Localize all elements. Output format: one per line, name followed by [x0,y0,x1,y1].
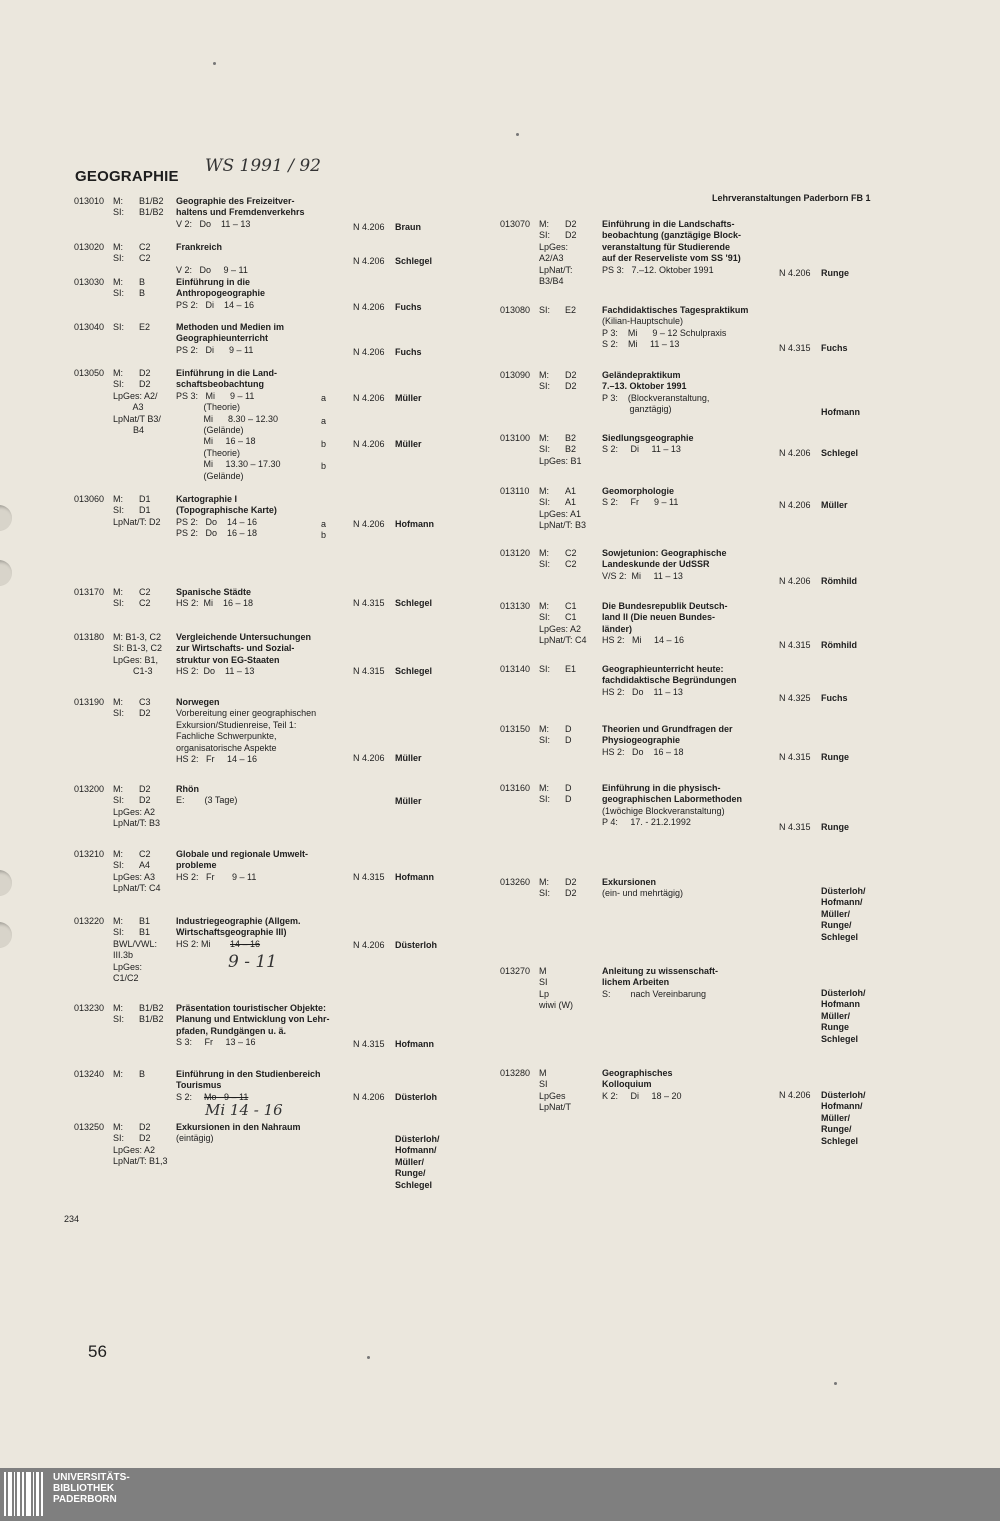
course-lect: Fuchs [395,302,422,312]
course-group: C3 D2 [139,697,151,719]
course-title: Einführung in die Land- schaftsbeobachtung [176,368,277,390]
course-title: Exkursionen [602,877,657,887]
course-group: D2 D2 [139,368,151,390]
course-label: M: SI: [113,196,125,218]
course-room: N 4.206 [353,302,385,312]
course-group: E2 [565,305,577,315]
course-detail: PS 3: 7.–12. Oktober 1991 [602,264,714,275]
punch-hole [0,560,12,586]
course-lect: Fuchs [395,347,422,357]
course-mark: a b [321,519,327,541]
course-detail: (Kilian-Hauptschule) P 3: Mi 9 – 12 Schulpraxis S 2: Mi 11 – 13 [602,316,727,350]
course-title: Kartographie I (Topographische Karte) [176,494,277,516]
course-detail: V 2: Do 11 – 13 [176,218,251,229]
course-lect: Schlegel [821,448,859,458]
course-room: N 4.315 [353,1039,385,1049]
course-room: N 4.206 N 4.206 [353,393,385,449]
course-group: B B [139,277,146,299]
course-lect: Müller Müller [395,393,422,449]
course-num: 013040 [74,322,105,332]
course-title: Geomorphologie [602,486,674,496]
course-num: 013110 [500,486,530,496]
course-title: Fachdidaktisches Tagespraktikum [602,305,749,315]
course-title: Vergleichende Untersuchungen zur Wirtschafts- und Sozial- struktur von EG-Staaten [176,632,312,665]
punch-hole [0,505,12,531]
page-title: GEOGRAPHIE [75,168,179,185]
page-number-small: 234 [64,1214,80,1224]
course-num: 013030 [74,277,105,287]
course-num: 013120 [500,548,531,558]
course-num: 013150 [500,724,531,734]
course-num: 013190 [74,697,105,707]
course-group: C2 C2 [565,548,577,570]
course-lect: Düsterloh/ Hofmann/ Müller/ Runge/ Schlegel [821,1090,866,1146]
course-group: C2 C2 [139,242,151,264]
course-lect: Hofmann [395,872,434,882]
course-num: 013010 [74,196,105,206]
course-room: N 4.206 [353,256,385,266]
course-room: N 4.315 [779,640,811,650]
course-num: 013260 [500,877,531,887]
course-lect: Römhild [821,576,857,586]
course-title: Einführung in die Anthropogeographie [176,277,265,299]
course-detail: HS 2: Mi [176,938,211,949]
course-lect: Hofmann [821,407,860,417]
course-label: M: SI: [539,877,551,899]
course-title: Einführung in die Landschafts- beobachtung (ganztägige Block- veranstaltung für Studierende auf der Reserveliste vom SS '91) [602,219,742,264]
course-lect: Runge [821,822,849,832]
course-group: D2 D2 [139,784,151,806]
course-num: 013160 [500,783,531,793]
course-title: Siedlungsgeographie [602,433,694,443]
logo-line: BIBLIOTHEK [53,1483,115,1494]
course-num: 013280 [500,1068,531,1078]
course-detail: HS 2: Mi 16 – 18 [176,598,254,609]
course-label: M: SI: BWL/VWL: III.3b LpGes: C1/C2 [113,916,158,984]
course-group: D D [565,724,572,746]
course-group: D D [565,783,572,805]
course-room: N 4.206 [353,222,385,232]
course-lect: Fuchs [821,693,848,703]
course-lect: Müller [821,500,848,510]
course-num: 013230 [74,1003,105,1013]
course-group: C1 C1 [565,601,577,623]
course-detail: S 2: Di 11 – 13 [602,444,681,455]
course-lect: Düsterloh [395,1092,438,1102]
struck-time: 14 – 16 [230,939,261,949]
course-group: D2 D2 [565,370,577,392]
course-label: M: [113,1069,123,1079]
course-lect: Schlegel [395,256,433,266]
course-title: Exkursionen in den Nahraum [176,1122,301,1132]
course-label: M: SI: [539,370,551,392]
course-lect: Schlegel [395,598,433,608]
course-lect: Düsterloh/ Hofmann/ Müller/ Runge/ Schlegel [821,886,866,942]
course-room: N 4.315 [353,872,385,882]
course-title: Einführung in den Studienbereich Tourismus [176,1069,321,1091]
course-detail: PS 2: Di 9 – 11 [176,344,254,355]
course-detail: (eintägig) [176,1133,214,1144]
course-group: B1/B2 B1/B2 [139,1003,164,1025]
course-num: 013210 [74,849,105,859]
course-label: SI: [539,664,551,674]
course-lect: Müller [395,796,422,806]
course-num: 013180 [74,632,105,642]
course-detail: (1wöchige Blockveranstaltung) P 4: 17. - 21.2.1992 [602,805,725,828]
course-title: Globale und regionale Umwelt- probleme [176,849,309,871]
course-label: M: SI: [113,697,125,719]
course-num: 013250 [74,1122,105,1132]
course-detail: PS 2: Do 14 – 16 PS 2: Do 16 – 18 [176,516,258,539]
library-footer [0,1468,1000,1521]
course-detail: S 3: Fr 13 – 16 [176,1037,256,1048]
course-title: Norwegen [176,697,220,707]
course-label: M: SI: LpNat/T: D2 [113,494,161,527]
course-num: 013070 [500,219,531,229]
course-lect: Düsterloh/ Hofmann/ Müller/ Runge/ Schlegel [395,1134,440,1190]
course-room: N 4.315 [779,343,811,353]
course-title: Sowjetunion: Geographische Landeskunde der UdSSR [602,548,727,570]
course-label: M: SI: [113,1003,125,1025]
course-room: N 4.315 [353,598,385,608]
speck [367,1356,370,1359]
course-title: Einführung in die physisch- geographischen Labormethoden [602,783,743,805]
handwritten-time: Mi 14 - 16 [205,1101,283,1119]
course-room: N 4.206 [353,940,385,950]
speck [213,62,216,65]
course-title: Geographieunterricht heute: fachdidaktische Begründungen [602,664,737,686]
course-label: M: SI: LpGes: B1 [539,433,582,466]
course-room: N 4.315 [353,666,385,676]
course-room: N 4.206 [779,1090,811,1100]
course-group: D2 D2 [565,219,577,241]
logo-line: PADERBORN [53,1494,117,1505]
course-room: N 4.206 [353,519,385,529]
course-detail: Vorbereitung einer geographischen Exkursion/Studienreise, Teil 1: Fachliche Schwerpunkte, organisatorische Aspekte HS 2: Fr 14 – 16 [176,708,317,765]
course-room: N 4.315 [779,752,811,762]
course-detail: P 3: (Blockveranstaltung, ganztägig) [602,392,710,415]
course-label: SI: [539,305,551,315]
course-detail: S 2: Fr 9 – 11 [602,497,679,508]
course-lect: Hofmann [395,519,434,529]
course-detail: HS 2: Do 16 – 18 [602,746,684,757]
course-label: M SI Lp wiwi (W) [539,966,573,1011]
course-label: M: SI: [113,242,125,264]
course-num: 013140 [500,664,531,674]
course-label: M: SI: LpGes: A2/ A3 LpNat/T B3/ B4 [113,368,161,436]
handwritten-term: WS 1991 / 92 [205,156,321,176]
course-group: B2 B2 [565,433,577,455]
course-group: D2 D2 [139,1122,151,1144]
course-detail: S: nach Vereinbarung [602,988,707,999]
course-title: Frankreich [176,242,223,252]
course-num: 013090 [500,370,531,380]
course-detail: PS 2: Di 14 – 16 [176,299,255,310]
course-label: M: SI: [539,724,551,746]
course-title: Anleitung zu wissenschaft- lichem Arbeiten [602,966,719,988]
course-num: 013060 [74,494,105,504]
punch-hole [0,870,12,896]
course-num: 013220 [74,916,105,926]
course-room: N 4.325 [779,693,811,703]
course-detail: HS 2: Mi 14 – 16 [602,635,685,646]
course-title: Rhön [176,784,199,794]
course-detail: V 2: Do 9 – 11 [176,264,248,275]
course-lect: Braun [395,222,422,232]
course-lect: Runge [821,752,849,762]
handwritten-time: 9 - 11 [228,952,277,972]
course-group: B1/B2 B1/B2 [139,196,164,218]
course-title: Spanische Städte [176,587,252,597]
course-room: N 4.206 [779,500,811,510]
course-group: A1 A1 [565,486,577,508]
course-group: B [139,1069,146,1079]
course-title: Geländepraktikum 7.–13. Oktober 1991 [602,370,687,392]
course-label: M: SI: LpGes: A2 LpNat/T: B3 [113,784,161,829]
course-detail: HS 2: Do 11 – 13 [176,666,255,677]
course-label: M: SI: LpGes: A1 LpNat/T: B3 [539,486,587,531]
speck [834,1382,837,1385]
course-group: E2 [139,322,151,332]
speck [516,133,519,136]
course-num: 013200 [74,784,105,794]
course-lect: Hofmann [395,1039,434,1049]
library-logo [53,1472,130,1505]
course-title: Industriegeographie (Allgem. Wirtschaftsgeographie III) [176,916,301,938]
course-label: M SI LpGes LpNat/T [539,1068,572,1113]
course-detail: E: (3 Tage) [176,795,238,806]
course-label: M: SI: [539,548,551,570]
course-room: N 4.206 [353,753,385,763]
course-detail: HS 2: Fr 9 – 11 [176,871,257,882]
course-title: Geographie des Freizeitver- haltens und Fremdenverkehrs [176,196,305,218]
course-room: N 4.206 [779,268,811,278]
course-num: 013050 [74,368,105,378]
course-num: 013100 [500,433,531,443]
struck-time: Mo 9 – 11 [204,1092,249,1102]
course-label: M: SI: LpGes: A2 LpNat/T: C4 [539,601,587,646]
course-room: N 4.206 [779,576,811,586]
course-lect: Fuchs [821,343,848,353]
logo-line: UNIVERSITÄTS- [53,1472,130,1483]
course-num: 013080 [500,305,531,315]
course-label: M: SI: LpGes: A3 LpNat/T: C4 [113,849,161,894]
course-detail: HS 2: Do 11 – 13 [602,686,683,697]
course-detail: PS 3: Mi 9 – 11 (Theorie) Mi 8.30 – 12.30 (Gelände) Mi 16 – 18 (Theorie) Mi 13.30 – 17.30 (Gelände) [176,390,281,481]
course-lect: Runge [821,268,849,278]
course-title: Die Bundesrepublik Deutsch- land II (Die neuen Bundes- länder) [602,601,728,634]
course-room: N 4.206 [353,347,385,357]
course-group: D2 D2 [565,877,577,899]
course-detail: (ein- und mehrtägig) [602,888,684,899]
course-detail: K 2: Di 18 – 20 [602,1090,682,1101]
header-right: Lehrveranstaltungen Paderborn FB 1 [712,193,871,203]
course-lect: Müller [395,753,422,763]
course-lect: Düsterloh [395,940,438,950]
course-num: 013020 [74,242,105,252]
course-num: 013130 [500,601,531,611]
course-label: SI: [113,322,125,332]
barcode-graphic [4,1472,46,1516]
page-number-large: 56 [88,1342,107,1361]
course-room: N 4.206 [353,1092,385,1102]
course-title: Präsentation touristischer Objekte: Planung und Entwicklung von Lehr- pfaden, Rundgängen u. ä. [176,1003,330,1036]
course-label: M: SI: LpGes: A2 LpNat/T: B1,3 [113,1122,168,1167]
course-lect: Schlegel [395,666,433,676]
punch-hole [0,922,12,948]
course-group: E1 [565,664,577,674]
course-group: C2 A4 [139,849,151,871]
course-num: 013170 [74,587,105,597]
course-room: N 4.315 [779,822,811,832]
course-detail: V/S 2: Mi 11 – 13 [602,570,683,581]
course-group: C2 C2 [139,587,151,609]
course-label: M: SI: [539,783,551,805]
course-title: Methoden und Medien im Geographieunterricht [176,322,284,344]
course-label: M: B1-3, C2 SI: B1-3, C2 LpGes: B1, C1-3 [113,632,163,677]
course-lect: Düsterloh/ Hofmann Müller/ Runge Schlegel [821,988,866,1044]
course-mark: a a b b [321,393,327,472]
course-title: Theorien und Grundfragen der Physiogeographie [602,724,733,746]
course-group: B1 B1 [139,916,151,938]
course-num: 013270 [500,966,531,976]
course-lect: Römhild [821,640,857,650]
course-title: Geographisches Kolloquium [602,1068,673,1090]
course-room: N 4.206 [779,448,811,458]
course-label: M: SI: [113,277,125,299]
course-num: 013240 [74,1069,105,1079]
course-detail: S 2: [176,1091,193,1102]
course-label: M: SI: [113,587,125,609]
course-group: D1 D1 [139,494,151,516]
course-label: M: SI: LpGes: A2/A3 LpNat/T: B3/B4 [539,219,573,287]
